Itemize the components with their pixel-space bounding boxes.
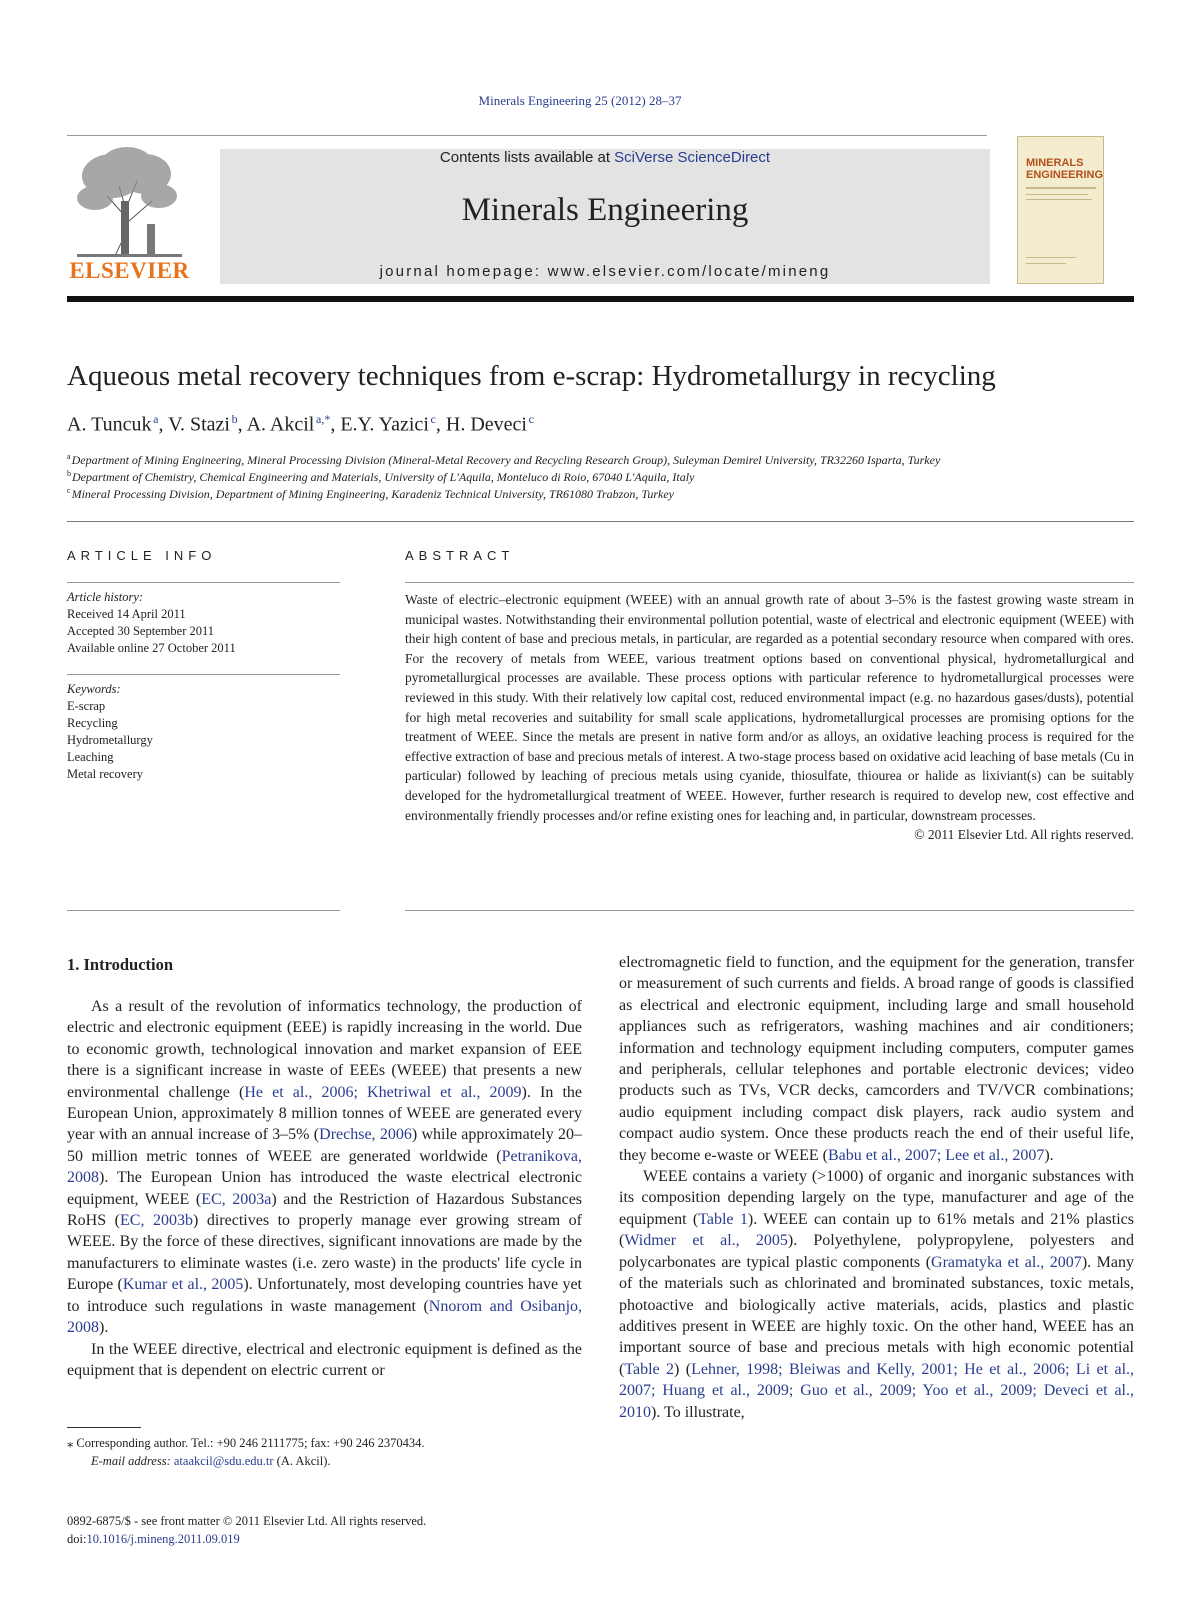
- citation-link[interactable]: He et al., 2006; Khetriwal et al., 2009: [244, 1083, 522, 1101]
- elsevier-wordmark: ELSEVIER: [69, 258, 190, 283]
- title-rule: [67, 521, 1134, 522]
- sciencedirect-link[interactable]: SciVerse ScienceDirect: [614, 149, 771, 166]
- paragraph-text: ). Many of the materials such as chlorinated and brominated substances, toxic metals, photoactive and biologically active materials, acids, plastics and plastic additives present in WEEE are highly toxic. On the other hand, WEEE has an important source of base and precious metals with high economic potential (: [619, 1253, 1135, 1378]
- author[interactable]: H. Deveci: [445, 413, 527, 436]
- section-heading: 1. Introduction: [67, 955, 174, 974]
- paragraph-text: ). Polyethylene, polypropylene, polyesters and polycarbonates are typical plastic components (: [619, 1232, 1134, 1271]
- keyword: Hydrometallurgy: [67, 733, 153, 747]
- keyword: E-scrap: [67, 699, 106, 713]
- paragraph: [67, 1339, 582, 1382]
- paragraph-text: ). WEEE can contain up to 61% metals and 21% plastics (: [619, 1210, 1135, 1250]
- paragraph: [619, 1166, 1134, 1423]
- paragraph-text: ). In the European Union, approximately 8 million tonnes of WEEE are generated every year with an annual increase of 3–5% (: [67, 1083, 583, 1144]
- article-title: Aqueous metal recovery techniques from e-scrap: Hydrometallurgy in recycling: [67, 360, 996, 392]
- paragraph-text: ). Unfortunately, most developing countries have yet to introduce such regulations in waste management (: [67, 1276, 582, 1315]
- paragraph: [67, 996, 582, 1339]
- citation-link[interactable]: Drechse, 2006: [319, 1126, 412, 1144]
- paragraph-text: ). To illustrate,: [651, 1403, 745, 1421]
- paragraph: [619, 952, 1134, 1166]
- email-link[interactable]: ataakcil@sdu.edu.tr: [173, 1454, 274, 1468]
- citation-link[interactable]: Kumar et al., 2005: [122, 1276, 244, 1294]
- cover-title: MINERALS ENGINEERING: [1026, 157, 1104, 181]
- cover-line: [1026, 199, 1092, 200]
- paragraph-text: ) directives to properly manage ever growing stream of WEEE. By the force of these directives, significant innovations are made by the manufacturers to eliminate wastes (i.e. zero waste) in the products' life cycle in Europe (: [67, 1212, 583, 1294]
- citation-link[interactable]: Nnorom and Osibanjo, 2008: [67, 1297, 583, 1337]
- journal-banner: [220, 149, 990, 284]
- footnote-rule: [67, 1427, 141, 1428]
- cover-line: [1026, 187, 1096, 189]
- author[interactable]: A. Akcil: [246, 413, 315, 436]
- abstract-heading: ABSTRACT: [405, 548, 515, 563]
- paragraph-text: electromagnetic field to function, and the equipment for the generation, transfer or measurement of such currents and fields. A broad range of goods is classified as electrical and electronic equipment, including large and small household appliances such as refrigerators, washing machines and air conditioners; information and technology equipment including computers, computer games and peripherals, cellular telephones and portable electronic devices; video products such as TVs, VCR decks, camcorders and TV/VCR combinations; audio equipment including compact disk players, rack audio system and compact audio system. Once these products reach the end of their useful life, they become e-waste or WEEE (: [619, 954, 1134, 1164]
- keywords: Keywords: E-scrap Recycling Hydrometallurgy Leaching Metal recovery: [67, 681, 340, 783]
- journal-cover-thumbnail[interactable]: [1017, 136, 1104, 284]
- article-footer: 0892-6875/$ - see front matter © 2011 Elsevier Ltd. All rights reserved. doi:10.1016/j.mineng.2011.09.019: [67, 1514, 427, 1546]
- keyword: Metal recovery: [67, 767, 144, 781]
- elsevier-logo: [67, 146, 192, 284]
- affiliation: $^a$ Department of Mining Engineering, Mineral Processing Division (Mineral-Metal Recovery and Recycling Research Group), Suleyman Demirel University, TR32260 Isparta, Turkey: [67, 452, 941, 467]
- keyword: Leaching: [67, 750, 114, 764]
- citation-link[interactable]: Lehner, 1998; Bleiwas and Kelly, 2001; He et al., 2006; Li et al., 2007; Huang et al., 2009; Guo et al., 2009; Yoo et al., 2009; Deveci et al., 2010: [619, 1360, 1135, 1421]
- author[interactable]: V. Stazi: [168, 413, 230, 436]
- left-column: [67, 996, 582, 1381]
- divider: [67, 910, 340, 911]
- journal-reference[interactable]: Minerals Engineering 25 (2012) 28–37: [478, 93, 682, 108]
- citation-link[interactable]: EC, 2003b: [120, 1212, 193, 1230]
- abstract-text: Waste of electric–electronic equipment (WEEE) with an annual growth rate of about 3–5% is the fastest growing waste stream in municipal wastes. Notwithstanding their environmental pollution potential, waste of electrical and electronic equipment (WEEE) with their high content of base and precious metals, in particular, are regarded as a potential secondary resource when compared with ores. For the recovery of metals from WEEE, various treatment options based on conventional physical, hydrometallurgical and pyrometallurgical processes are available. These process options with particular reference to hydrometallurgical processes were reviewed in this study. With their relatively low capital cost, reduced environmental impact (e.g. no hazardous gases/dusts), potential for high metal recoveries and suitability for small scale applications, hydrometallurgical processes are promising options for the treatment of WEEE. Since the metals are present in native form and/or as alloys, an oxidative leaching process is required for the effective extraction of base and precious metals of interest. A two-stage process based on oxidative acid leaching of base metals (Cu in particular) followed by leaching of precious metals using cyanide, thiosulfate, thiourea or halide as lixiviant(s) can be suitably developed for the hydrometallurgical treatment of WEEE. However, further research is required to develop new, cost effective and environmentally friendly processes and/or refine existing ones for leaching and, in particular, downstream processes. © 2011 Elsevier Ltd. All rights reserved.: [405, 590, 1134, 845]
- paragraph-text: ).: [99, 1319, 109, 1337]
- citation-link[interactable]: Table 1: [698, 1210, 748, 1228]
- citation-link[interactable]: EC, 2003a: [201, 1190, 272, 1208]
- paragraph-text: As a result of the revolution of informatics technology, the production of electric and electronic equipment (EEE) is rapidly increasing in the world. Due to economic growth, technological innovation and market expansion of EEE there is a significant increase in waste of EEEs (WEEE) that presents a new environmental challenge (: [67, 998, 582, 1101]
- article-history: Article history: Received 14 April 2011 Accepted 30 September 2011 Available online 27 October 2011: [67, 590, 236, 655]
- author[interactable]: A. Tuncuk: [67, 413, 152, 436]
- doi-link[interactable]: 10.1016/j.mineng.2011.09.019: [86, 1532, 240, 1546]
- paragraph-text: ) (: [674, 1360, 692, 1378]
- citation-link[interactable]: Table 2: [624, 1360, 675, 1378]
- paragraph-text: ) and the Restriction of Hazardous Substances RoHS (: [67, 1190, 583, 1230]
- journal-homepage[interactable]: journal homepage: www.elsevier.com/locate/mineng: [379, 263, 831, 280]
- header-rule: [67, 135, 987, 136]
- affiliation: $^c$ Mineral Processing Division, Department of Mining Engineering, Karadeniz Technical University, TR61080 Trabzon, Turkey: [67, 486, 674, 501]
- divider: [67, 674, 340, 675]
- paragraph-text: ) while approximately 20–50 million metric tonnes of WEEE are generated worldwide (: [67, 1126, 582, 1165]
- tree-icon: [67, 146, 192, 258]
- author[interactable]: E.Y. Yazici: [340, 413, 429, 436]
- paragraph-text: ). The European Union has introduced the waste electrical electronic equipment, WEEE (: [67, 1169, 582, 1208]
- keyword: Recycling: [67, 716, 118, 730]
- article-info-heading: ARTICLE INFO: [67, 548, 217, 563]
- divider: [67, 582, 340, 583]
- contents-line: Contents lists available at SciVerse ScienceDirect: [439, 149, 771, 166]
- citation-link[interactable]: Widmer et al., 2005: [624, 1232, 788, 1250]
- footnote: ⁎ Corresponding author. Tel.: +90 246 2111775; fax: +90 246 2370434. E-mail address: ataakcil@sdu.edu.tr (A. Akcil).: [67, 1436, 425, 1468]
- divider: [405, 910, 1134, 911]
- paragraph-text: ).: [1044, 1146, 1054, 1164]
- paragraph-text: WEEE contains a variety (>1000) of organic and inorganic substances with its composition depending largely on the type, manufacturer and age of the equipment (: [619, 1168, 1134, 1228]
- abstract-copyright: © 2011 Elsevier Ltd. All rights reserved.: [914, 827, 1134, 843]
- citation-link[interactable]: Petranikova, 2008: [67, 1147, 582, 1187]
- cover-line: [1026, 194, 1088, 195]
- divider: [405, 582, 1134, 583]
- cover-line: [1026, 263, 1066, 264]
- header-thick-rule: [67, 296, 1134, 302]
- citation-link[interactable]: Gramatyka et al., 2007: [931, 1253, 1082, 1271]
- right-column: [619, 952, 1134, 1423]
- author-list: A. Tuncuk $^a$, V. Stazi $^b$, A. Akcil $^{a,*}$, E.Y. Yazici $^c$, H. Deveci $^c$: [67, 412, 534, 436]
- paragraph-text: In the WEEE directive, electrical and electronic equipment is defined as the equipment that is dependent on electric current or: [67, 1340, 582, 1379]
- journal-title: Minerals Engineering: [461, 192, 749, 228]
- citation-link[interactable]: Babu et al., 2007; Lee et al., 2007: [827, 1146, 1045, 1164]
- affiliation: $^b$ Department of Chemistry, Chemical Engineering and Materials, University of L'Aquila, Monteluco di Roio, 67040 L'Aquila, Italy: [67, 469, 695, 484]
- cover-line: [1026, 257, 1076, 258]
